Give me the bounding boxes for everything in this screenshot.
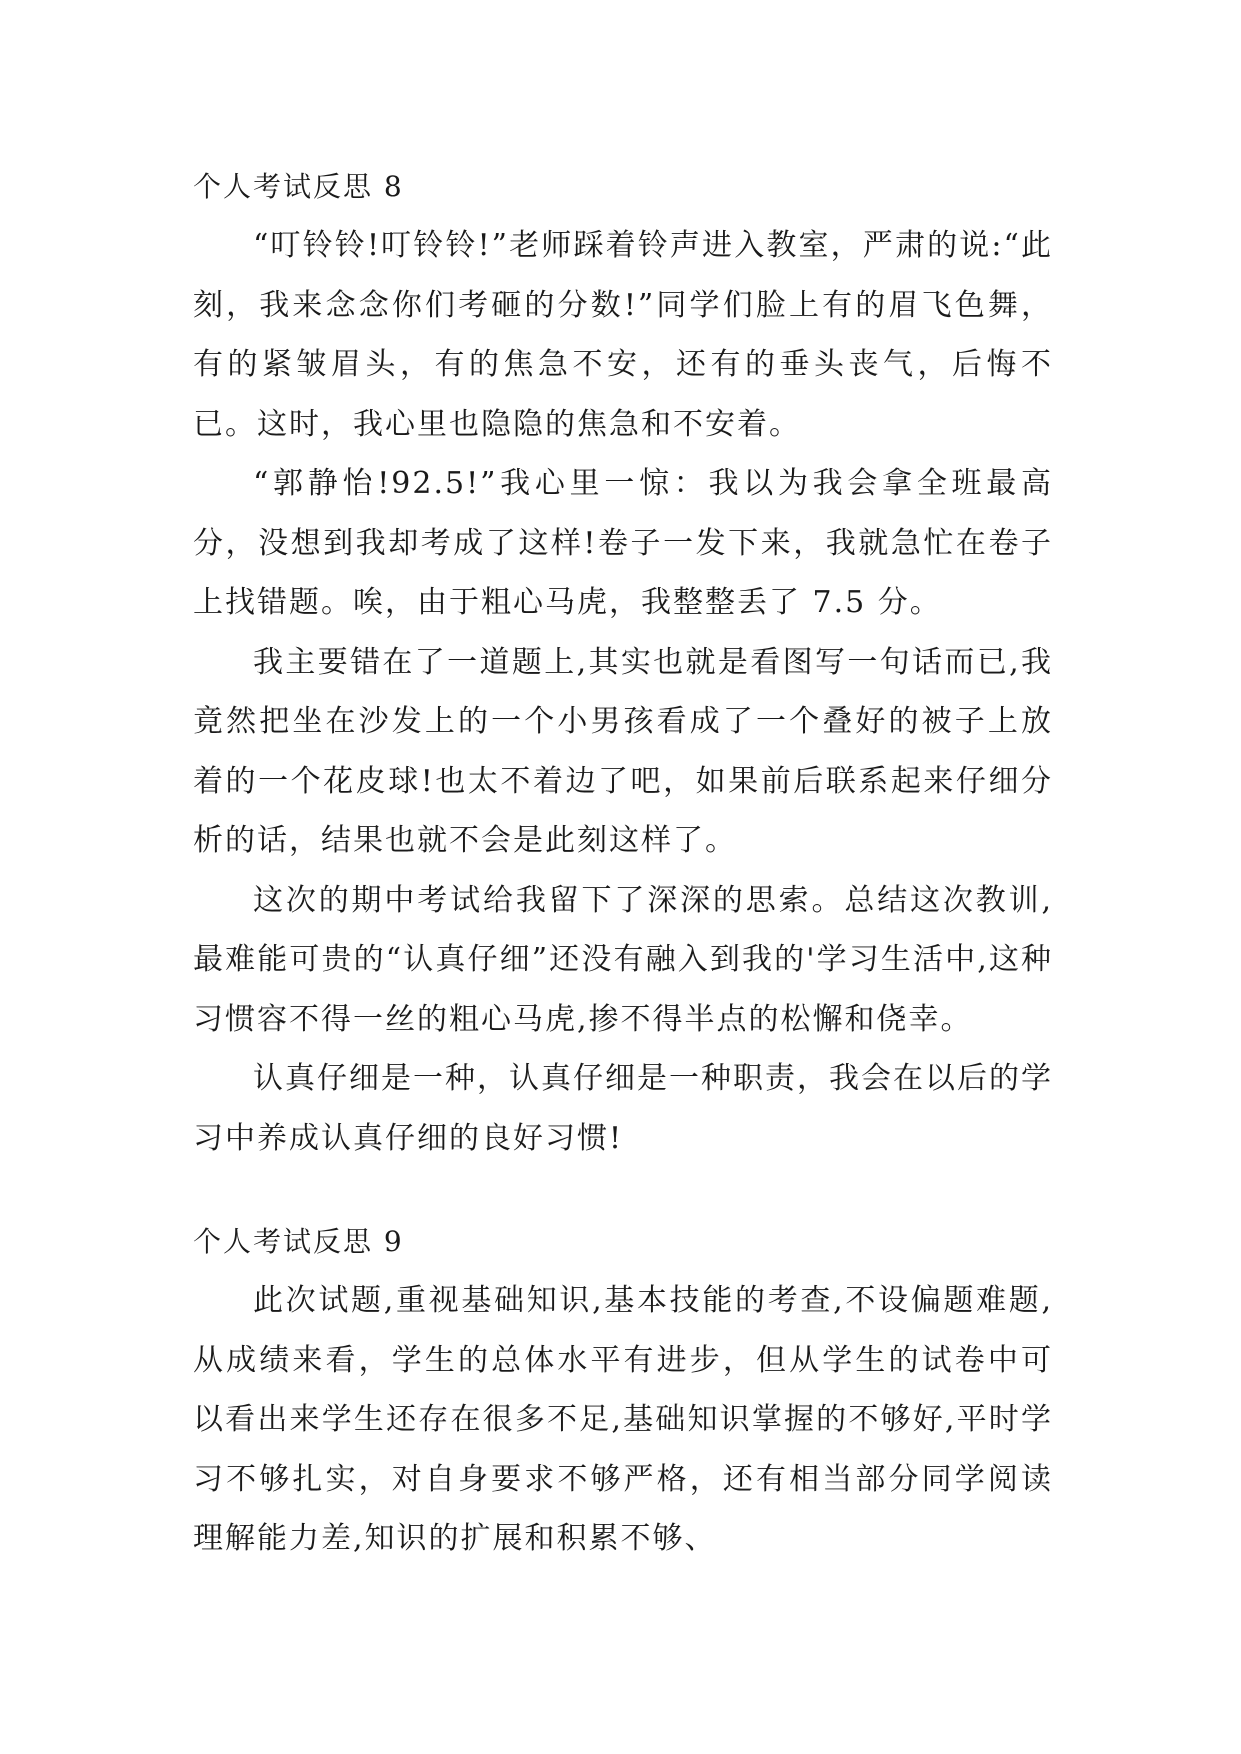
section-title: 个人考试反思 8 — [193, 170, 404, 203]
essay-section-8 — [193, 158, 1053, 1168]
paragraph: “叮铃铃!叮铃铃!”老师踩着铃声进入教室，严肃的说:“此刻，我来念念你们考砸的分数!”同学们脸上有的眉飞色舞，有的紧皱眉头，有的焦急不安，还有的垂头丧气，后悔不已。这时，我心里也隐隐的焦急和不安着。 — [193, 228, 1053, 442]
paragraph: 认真仔细是一种，认真仔细是一种职责，我会在以后的学习中养成认真仔细的良好习惯! — [193, 1061, 1053, 1156]
paragraph: 我主要错在了一道题上,其实也就是看图写一句话而已,我竟然把坐在沙发上的一个小男孩看成了一个叠好的被子上放着的一个花皮球!也太不着边了吧，如果前后联系起来仔细分析的话，结果也就不会是此刻这样了。 — [193, 644, 1053, 858]
document-page — [193, 0, 1053, 1754]
section-title: 个人考试反思 9 — [193, 1225, 404, 1258]
essay-section-9 — [193, 1213, 1053, 1569]
paragraph: “郭静怡!92.5!”我心里一惊：我以为我会拿全班最高分，没想到我却考成了这样!卷子一发下来，我就急忙在卷子上找错题。唉，由于粗心马虎，我整整丢了 7.5 分。 — [193, 466, 1053, 620]
paragraph: 这次的期中考试给我留下了深深的思索。总结这次教训,最难能可贵的“认真仔细”还没有融入到我的'学习生活中,这种习惯容不得一丝的粗心马虎,掺不得半点的松懈和侥幸。 — [193, 882, 1053, 1037]
paragraph: 此次试题,重视基础知识,基本技能的考查,不设偏题难题,从成绩来看，学生的总体水平有进步，但从学生的试卷中可以看出来学生还存在很多不足,基础知识掌握的不够好,平时学习不够扎实，对自身要求不够严格，还有相当部分同学阅读理解能力差,知识的扩展和积累不够、 — [193, 1283, 1053, 1556]
